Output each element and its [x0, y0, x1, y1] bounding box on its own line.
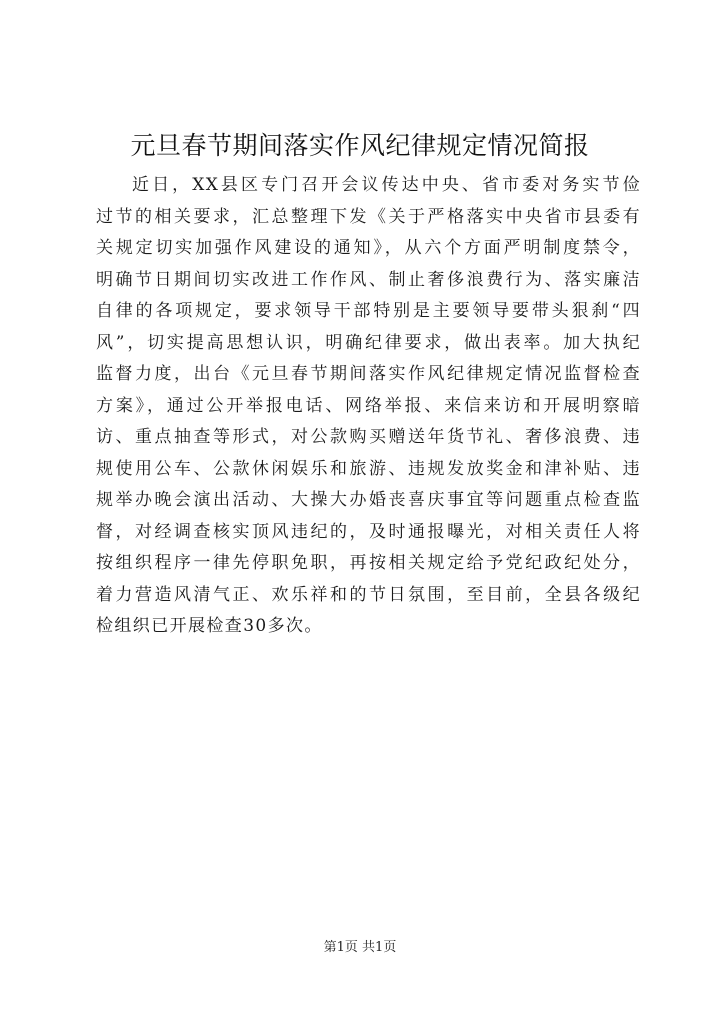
- paragraph-line: 规使用公车、公款休闲娱乐和旅游、违规发放奖金和津补贴、违: [96, 458, 641, 479]
- paragraph-line: 着力营造风清气正、欢乐祥和的节日氛围，至目前，全县各级纪: [96, 584, 641, 605]
- paragraph-line: 关规定切实加强作风建设的通知》，从六个方面严明制度禁令，: [96, 238, 641, 258]
- paragraph-line: 过节的相关要求，汇总整理下发《关于严格落实中央省市县委有: [96, 206, 641, 227]
- paragraph-line: 监督力度，出台《元旦春节期间落实作风纪律规定情况监督检查: [96, 364, 641, 384]
- paragraph-line: 按组织程序一律先停职免职，再按相关规定给予党纪政纪处分，: [96, 553, 641, 573]
- paragraph-line: 规举办晚会演出活动、大操大办婚丧喜庆事宜等问题重点检查监: [96, 490, 641, 510]
- paragraph-line: 明确节日期间切实改进工作作风、制止奢侈浪费行为、落实廉洁: [96, 269, 641, 290]
- paragraph-line: 自律的各项规定，要求领导干部特别是主要领导要带头狠刹“四: [96, 301, 641, 321]
- paragraph-line: 方案》，通过公开举报电话、网络举报、来信来访和开展明察暗: [96, 395, 641, 416]
- page-number-footer: 第1页 共1页: [323, 940, 397, 955]
- paragraph-line: 风”，切实提高思想认识，明确纪律要求，做出表率。加大执纪: [96, 332, 641, 353]
- paragraph-line: 近日，XX县区专门召开会议传达中央、省市委对务实节俭: [132, 175, 641, 195]
- paragraph-line: 督，对经调查核实顶风违纪的，及时通报曝光，对相关责任人将: [96, 521, 641, 542]
- paragraph-line: 访、重点抽查等形式，对公款购买赠送年货节礼、奢侈浪费、违: [96, 427, 641, 447]
- paragraph-line: 检组织已开展检查30多次。: [96, 616, 323, 636]
- document-body: [96, 170, 641, 643]
- document-title: 元旦春节期间落实作风纪律规定情况简报: [130, 131, 590, 160]
